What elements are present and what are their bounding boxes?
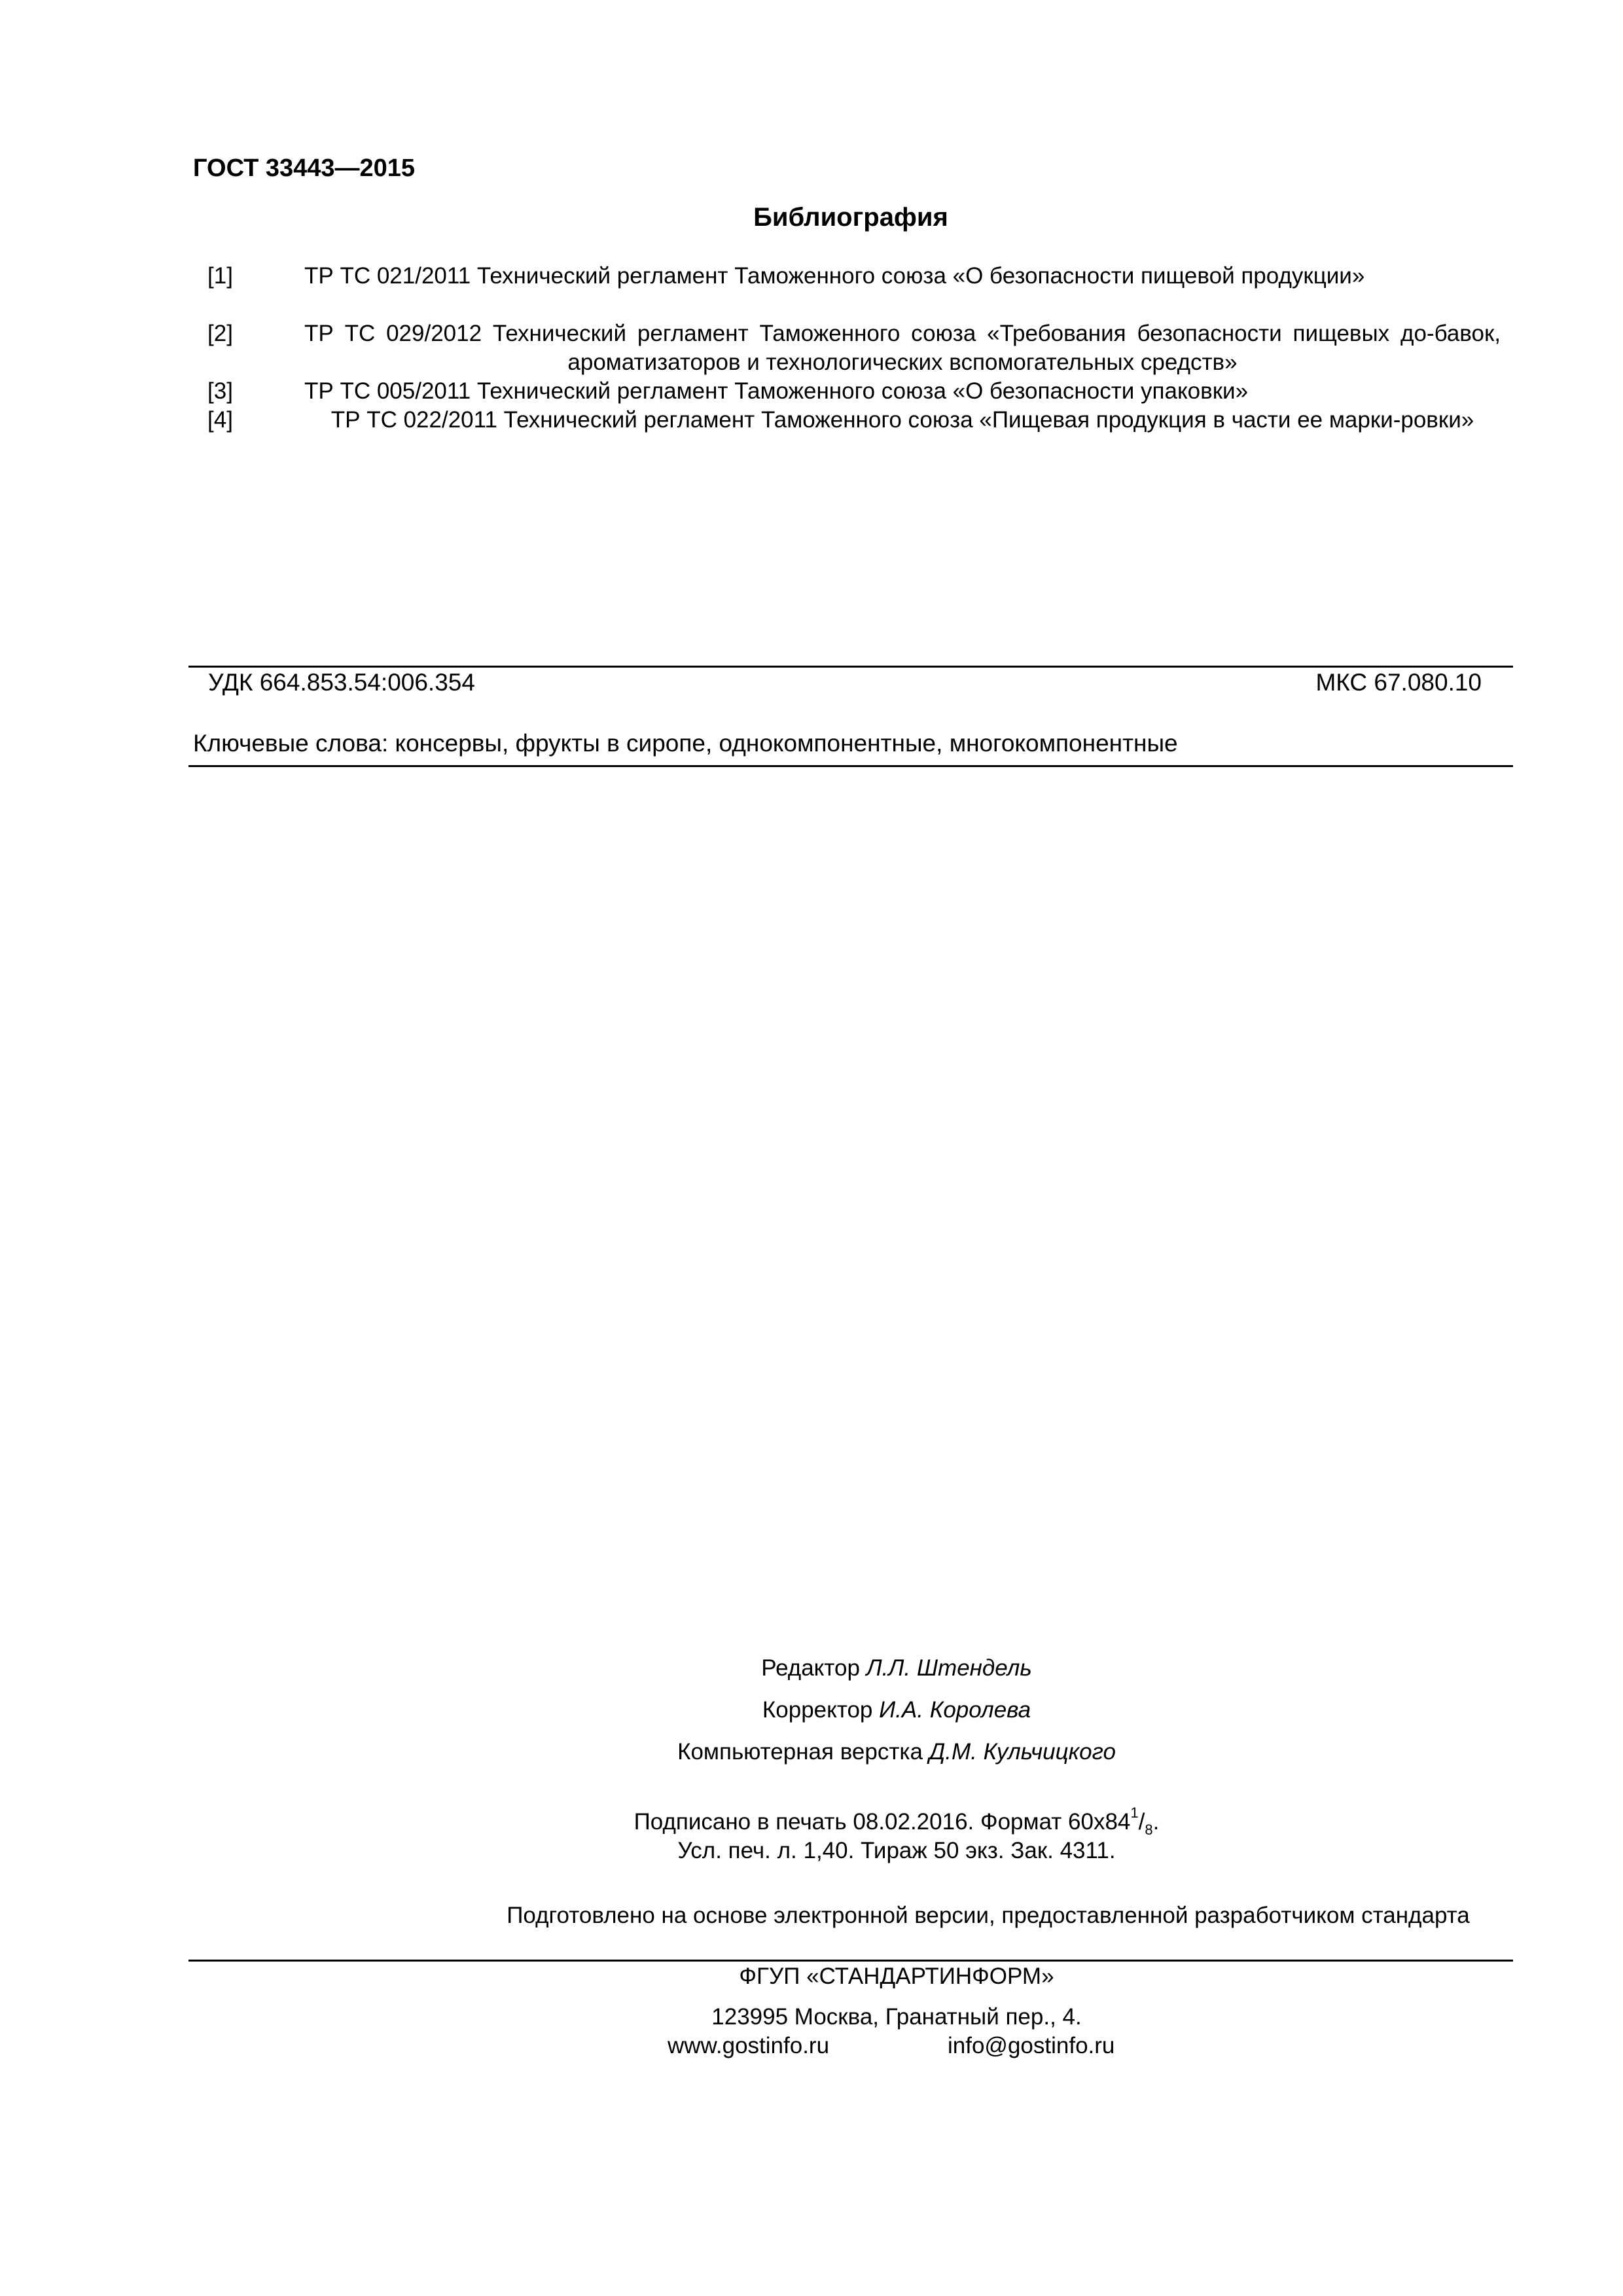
print-run-line: Усл. печ. л. 1,40. Тираж 50 экз. Зак. 4311. — [677, 1838, 1116, 1863]
bibliography-item-number: [2] — [207, 321, 233, 346]
bibliography-item — [193, 406, 1502, 435]
bibliography-item-text: ТР ТС 005/2011 Технический регламент Таможенного союза «О безопасности упаковки» — [304, 378, 1249, 404]
print-signed-text: Подписано в печать 08.02.2016. Формат 60x84 — [633, 1809, 1131, 1835]
prepared-note: Подготовлено на основе электронной версии, предоставленной разработчиком стандарта — [507, 1903, 1470, 1928]
publisher-rule — [188, 1960, 1513, 1962]
keywords: Ключевые слова: консервы, фрукты в сиропе, однокомпонентные, многокомпонентные — [193, 730, 1178, 757]
publisher-address: 123995 Москва, Гранатный пер., 4. — [711, 2004, 1082, 2030]
mks-code: МКС 67.080.10 — [1315, 669, 1482, 696]
editor-role: Редактор — [761, 1655, 860, 1681]
layout-credit — [0, 1739, 1623, 1765]
udk-rule — [188, 666, 1513, 668]
bibliography-title: Библиография — [753, 203, 948, 232]
layout-role: Компьютерная верстка — [677, 1739, 923, 1765]
bibliography-item-number: [1] — [207, 263, 233, 289]
bibliography-item-text: ТР ТС 021/2011 Технический регламент Таможенного союза «О безопасности пищевой продукции» — [304, 263, 1365, 289]
print-signed-line: Подписано в печать 08.02.2016. Формат $60x84^1/_8$. — [633, 1804, 1160, 1838]
format-denominator: 8 — [1145, 1821, 1153, 1838]
publisher-name: ФГУП «СТАНДАРТИНФОРМ» — [739, 1964, 1054, 1989]
udk-code: УДК 664.853.54:006.354 — [208, 669, 475, 696]
editor-name: Л.Л. Штендель — [866, 1655, 1032, 1681]
bibliography-item-number: [4] — [207, 407, 233, 433]
bibliography-item — [193, 377, 1502, 406]
editor-credit — [0, 1655, 1623, 1681]
layout-name: Д.М. Кульчицкого — [929, 1739, 1116, 1765]
bibliography-item-text: ТР ТС 029/2012 Технический регламент Таможенного союза «Требования безопасности пищевых до-бавок, ароматизаторов и технологических вспомогательных средств» — [304, 321, 1501, 375]
corrector-name: И.А. Королева — [879, 1697, 1031, 1723]
keywords-rule — [188, 765, 1513, 767]
bibliography-item-text: ТР ТС 022/2011 Технический регламент Таможенного союза «Пищевая продукция в части ее марки-ровки» — [330, 407, 1474, 433]
bibliography-item — [193, 319, 1502, 377]
corrector-role: Корректор — [762, 1697, 873, 1723]
document-code: ГОСТ 33443—2015 — [193, 154, 416, 182]
bibliography-list — [193, 262, 1502, 435]
format-end: . — [1152, 1809, 1160, 1835]
publisher-email-link[interactable]: info@gostinfo.ru — [948, 2033, 1115, 2058]
format-numerator: 1 — [1130, 1804, 1139, 1821]
publisher-website-link[interactable]: www.gostinfo.ru — [668, 2033, 830, 2058]
bibliography-item-number: [3] — [207, 378, 233, 404]
corrector-credit — [0, 1697, 1623, 1723]
bibliography-item — [193, 262, 1502, 291]
print-info — [0, 1804, 1623, 1865]
